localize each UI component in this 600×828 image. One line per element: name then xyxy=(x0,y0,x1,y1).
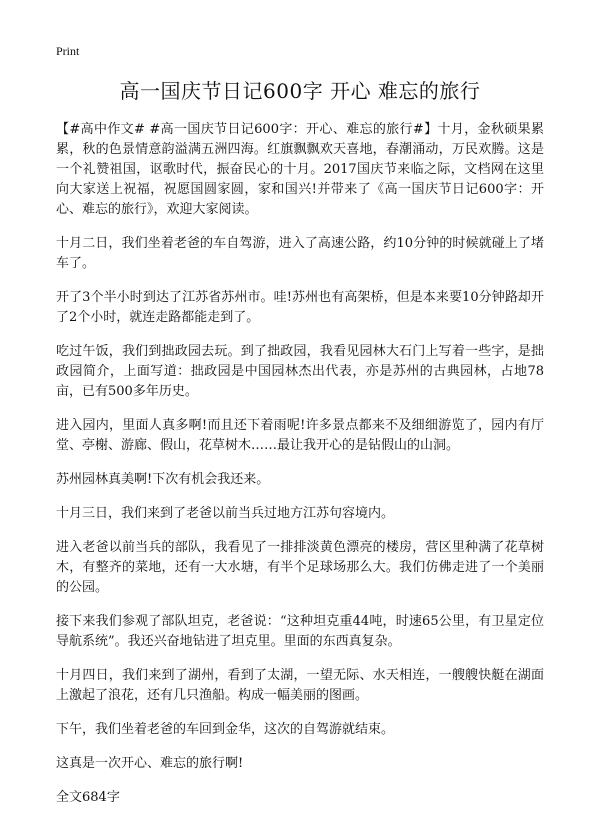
paragraph-return-jinhua: 下午，我们坐着老爸的车回到金华，这次的自驾游就结束。 xyxy=(56,722,395,737)
print-link[interactable]: Print xyxy=(56,44,80,58)
paragraph-suzhou-beautiful: 苏州园林真美啊!下次有机会我还来。 xyxy=(56,472,270,487)
word-count: 全文684字 xyxy=(56,790,120,805)
paragraph-garden-inside: 进入园内，里面人真多啊!而且还下着雨呢!许多景点都来不及细细游览了，园内有厅堂、亭榭、游廊、假山，花草树木……最让我开心的是钻假山的山洞。 xyxy=(56,418,544,453)
paragraph-suzhou-arrival: 开了3个半小时到达了江苏省苏州市。哇!苏州也有高架桥，但是本来要10分钟路却开了2个小时，就连走路都能走到了。 xyxy=(56,290,544,325)
paragraph-oct2-traffic: 十月二日，我们坐着老爸的车自驾游，进入了高速公路，约10分钟的时候就碰上了堵车了。 xyxy=(56,236,544,271)
article-title: 高一国庆节日记600字 开心 难忘的旅行 xyxy=(119,79,481,103)
paragraph-conclusion: 这真是一次开心、难忘的旅行啊! xyxy=(56,756,244,771)
paragraph-barracks: 进入老爸以前当兵的部队，我看见了一排排淡黄色漂亮的楼房，营区里种满了花草树木，有整齐的菜地，还有一大水塘，有半个足球场那么大。我们仿佛走进了一个美丽的公园。 xyxy=(56,540,544,595)
paragraph-tank: 接下来我们参观了部队坦克，老爸说：“这种坦克重44吨，时速65公里，有卫星定位导航系统”。我还兴奋地钻进了坦克里。里面的东西真复杂。 xyxy=(56,614,544,649)
paragraph-zhuozheng-garden: 吃过午饭，我们到拙政园去玩。到了拙政园，我看见园林大石门上写着一些字，是拙政园简介，上面写道：拙政园是中国园林杰出代表，亦是苏州的古典园林，占地78亩，已有500多年历史。 xyxy=(56,344,544,399)
article-body xyxy=(56,120,544,808)
paragraph-oct3-jurong: 十月三日，我们来到了老爸以前当兵过地方江苏句容境内。 xyxy=(56,506,395,521)
paragraph-oct4-taihu: 十月四日，我们来到了湖州，看到了太湖，一望无际、水天相连，一艘艘快艇在湖面上激起了浪花，还有几只渔船。构成一幅美丽的图画。 xyxy=(56,668,544,703)
paragraph-intro: 【#高中作文# #高一国庆节日记600字：开心、难忘的旅行#】十月，金秋硕果累累，秋的色景情意韵溢满五洲四海。红旗飘飘欢天喜地，春潮涌动，万民欢腾。这是一个礼赞祖国，讴歌时代，振奋民心的十月。2017国庆节来临之际，文档网在这里向大家送上祝福，祝愿国圆家圆，家和国兴!并带来了《高一国庆节日记600字：开心、难忘的旅行》，欢迎大家阅读。 xyxy=(56,122,544,217)
